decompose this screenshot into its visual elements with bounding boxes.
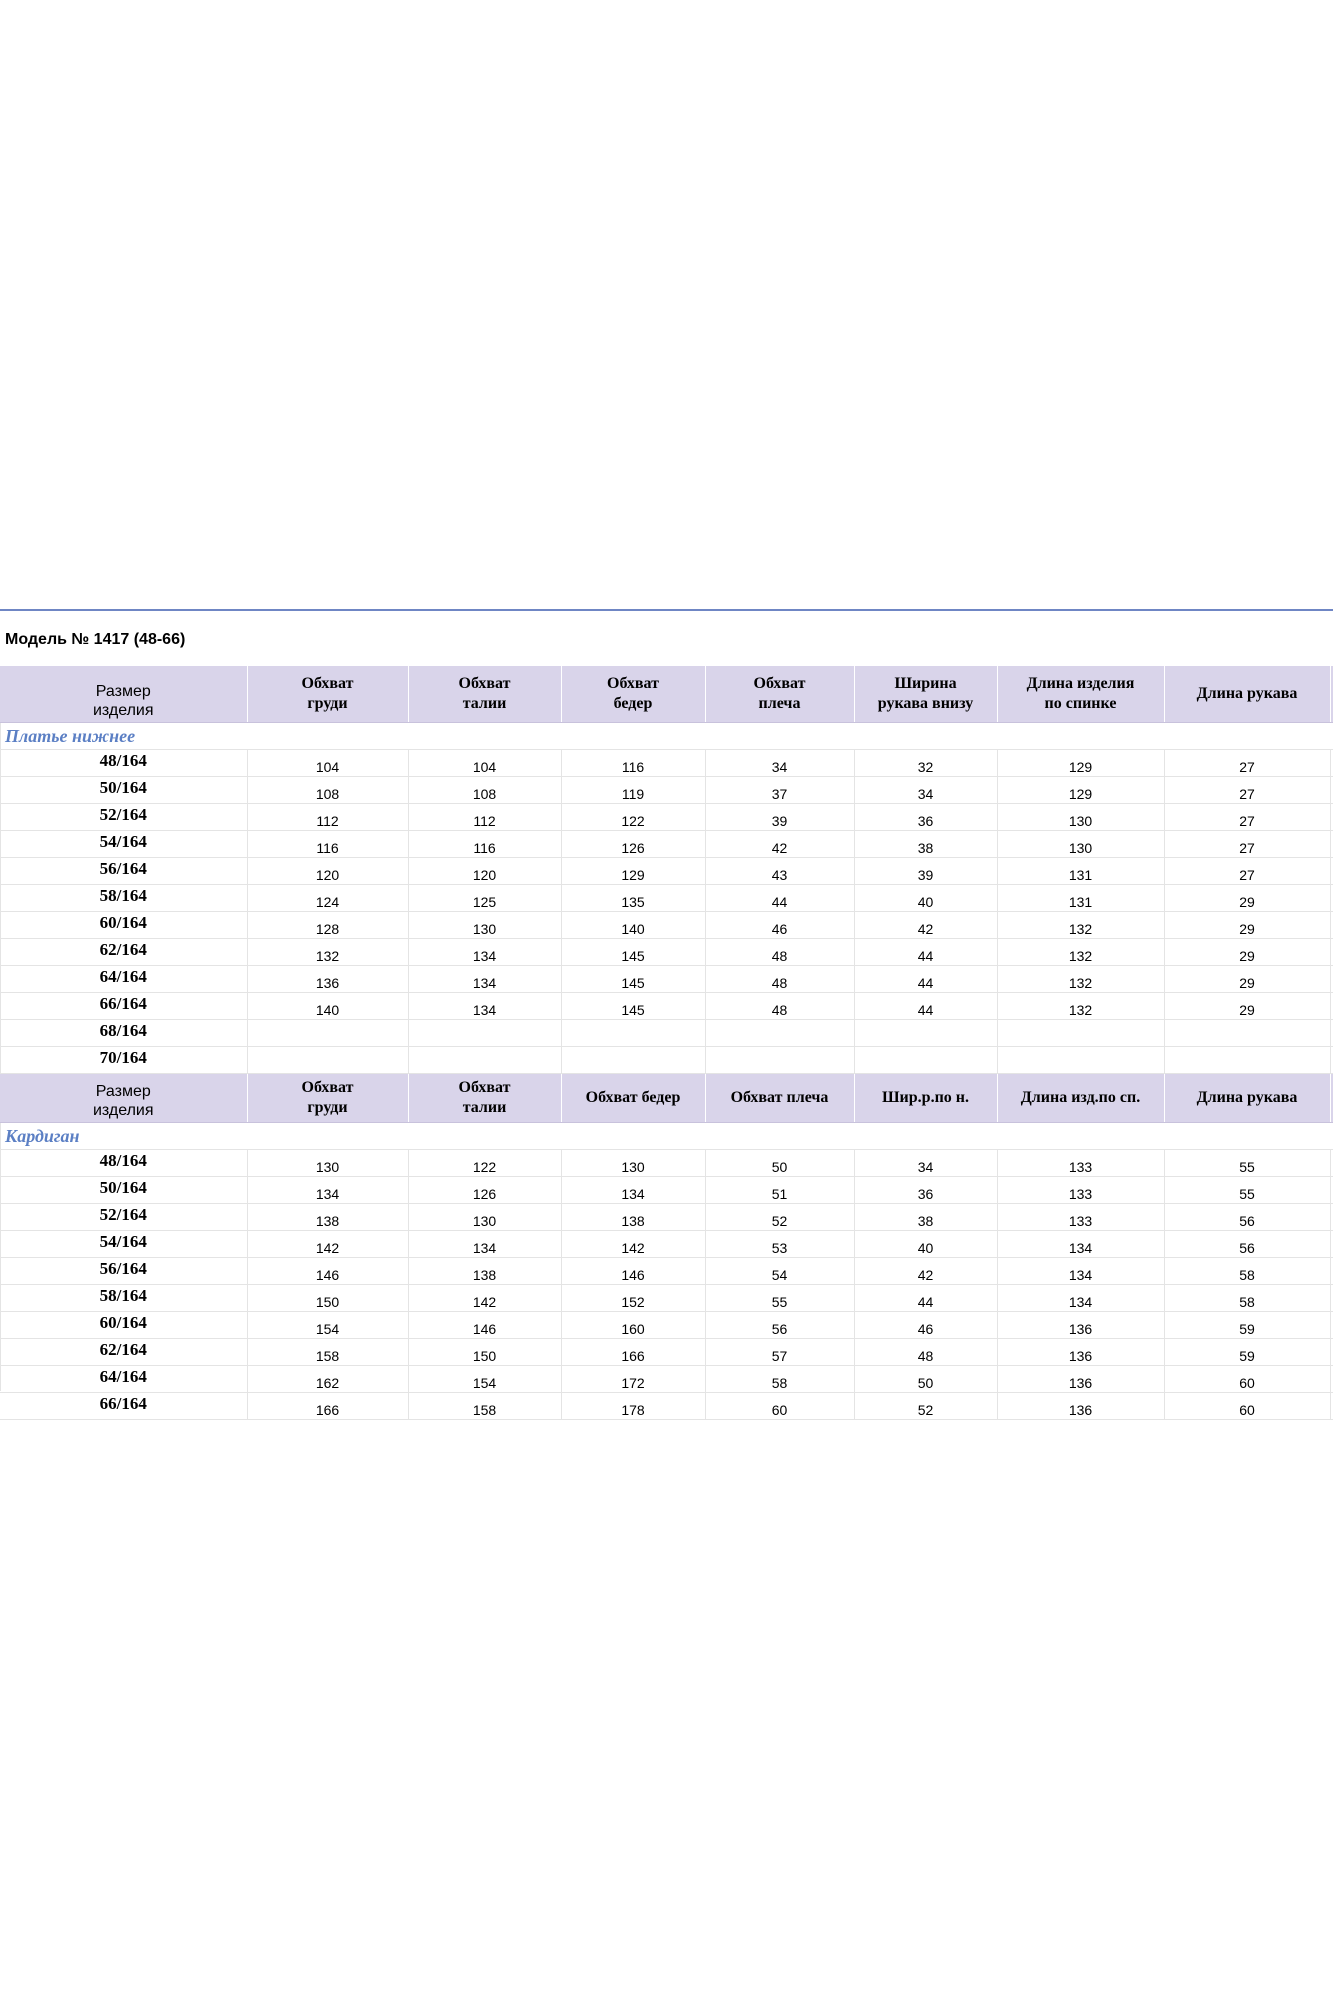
measure-cell: 56 — [705, 1312, 854, 1339]
header-text: Длина изделия — [1026, 675, 1135, 692]
measure-cell: 178 — [561, 1393, 705, 1420]
header-text: Длина рукава — [1196, 685, 1298, 702]
measure-cell: 48 — [705, 993, 854, 1020]
size-cell: 50/164 — [0, 777, 247, 804]
measure-cell: 55 — [705, 1285, 854, 1312]
measure-cell: 136 — [997, 1312, 1164, 1339]
measure-cell — [1164, 1020, 1330, 1047]
dress-table-row — [0, 750, 1333, 777]
measure-cell: 145 — [561, 993, 705, 1020]
measure-cell: 27 — [1164, 777, 1330, 804]
measure-cell: 29 — [1164, 966, 1330, 993]
dress-table-row — [0, 912, 1333, 939]
measure-cell: 154 — [247, 1312, 408, 1339]
measure-cell: 134 — [997, 1231, 1164, 1258]
measure-cell: 136 — [997, 1339, 1164, 1366]
header-text: Шир.р.по н. — [881, 1089, 970, 1106]
dress-table-row — [0, 777, 1333, 804]
cardigan-table-row — [0, 1177, 1333, 1204]
measure-cell: 34 — [854, 777, 997, 804]
header-text: Длина изд.по сп. — [1020, 1089, 1141, 1106]
dress-header-cell — [705, 666, 854, 723]
size-cell: 52/164 — [0, 804, 247, 831]
measure-cell: 51 — [705, 1177, 854, 1204]
header-text: талии — [462, 695, 507, 712]
dress-table-row — [0, 966, 1333, 993]
header-text: талии — [462, 1099, 507, 1116]
measure-cell: 36 — [854, 804, 997, 831]
measure-cell: 132 — [997, 912, 1164, 939]
measure-cell: 52 — [854, 1393, 997, 1420]
measure-cell — [247, 1047, 408, 1074]
header-text: Ширина — [894, 675, 957, 692]
measure-cell: 134 — [997, 1258, 1164, 1285]
cardigan-header-cell — [0, 1074, 247, 1123]
measure-cell: 130 — [408, 912, 561, 939]
measure-cell: 29 — [1164, 993, 1330, 1020]
measure-cell: 42 — [705, 831, 854, 858]
measure-cell: 34 — [705, 750, 854, 777]
measure-cell: 43 — [705, 858, 854, 885]
measure-cell: 172 — [561, 1366, 705, 1393]
cardigan-table-row — [0, 1285, 1333, 1312]
cardigan-header-cell — [1164, 1074, 1330, 1123]
cardigan-table-row — [0, 1366, 1333, 1393]
measure-cell: 42 — [854, 912, 997, 939]
measure-cell: 146 — [408, 1312, 561, 1339]
measure-cell: 40 — [854, 1231, 997, 1258]
measure-cell: 129 — [997, 777, 1164, 804]
header-text: бедер — [613, 695, 653, 712]
size-cell: 50/164 — [0, 1177, 247, 1204]
measure-cell — [997, 1047, 1164, 1074]
cardigan-table-row — [0, 1150, 1333, 1177]
measure-cell: 130 — [997, 831, 1164, 858]
measure-cell: 132 — [997, 939, 1164, 966]
header-text: груди — [307, 1099, 348, 1116]
measure-cell: 129 — [997, 750, 1164, 777]
header-text: Обхват — [458, 1079, 511, 1096]
measure-cell: 59 — [1164, 1312, 1330, 1339]
cardigan-header-cell — [561, 1074, 705, 1123]
measure-cell: 56 — [1164, 1231, 1330, 1258]
dress-table-row — [0, 885, 1333, 912]
size-cell: 70/164 — [0, 1047, 247, 1074]
measure-cell: 119 — [561, 777, 705, 804]
measure-cell: 29 — [1164, 912, 1330, 939]
measure-cell: 134 — [408, 966, 561, 993]
measure-cell: 44 — [854, 966, 997, 993]
measure-cell: 55 — [1164, 1150, 1330, 1177]
header-text: рукава внизу — [877, 695, 974, 712]
dress-header-cell — [247, 666, 408, 723]
dress-header-row — [0, 666, 1333, 723]
measure-cell: 54 — [705, 1258, 854, 1285]
measure-cell: 134 — [997, 1285, 1164, 1312]
measure-cell: 112 — [247, 804, 408, 831]
measure-cell: 40 — [854, 885, 997, 912]
header-text: по спинке — [1044, 695, 1117, 712]
size-cell: 64/164 — [0, 1366, 247, 1393]
measure-cell: 129 — [561, 858, 705, 885]
measure-cell: 42 — [854, 1258, 997, 1285]
measure-cell: 58 — [1164, 1285, 1330, 1312]
measure-cell: 44 — [854, 939, 997, 966]
measure-cell: 134 — [408, 939, 561, 966]
measure-cell: 44 — [705, 885, 854, 912]
size-cell: 52/164 — [0, 1204, 247, 1231]
header-text: Обхват — [607, 675, 659, 692]
measure-cell: 136 — [997, 1393, 1164, 1420]
measure-cell: 27 — [1164, 750, 1330, 777]
measure-cell: 37 — [705, 777, 854, 804]
measure-cell — [408, 1020, 561, 1047]
measure-cell: 136 — [997, 1366, 1164, 1393]
size-table — [0, 666, 1333, 1420]
measure-cell: 60 — [1164, 1366, 1330, 1393]
measure-cell: 158 — [247, 1339, 408, 1366]
measure-cell: 166 — [561, 1339, 705, 1366]
header-text: Размер — [95, 1083, 151, 1100]
measure-cell: 126 — [561, 831, 705, 858]
size-chart-sheet — [0, 609, 1333, 1418]
dress-header-cell — [1164, 666, 1330, 723]
measure-cell — [247, 1020, 408, 1047]
cardigan-table-row — [0, 1393, 1333, 1420]
measure-cell: 136 — [247, 966, 408, 993]
measure-cell: 135 — [561, 885, 705, 912]
measure-cell: 56 — [1164, 1204, 1330, 1231]
measure-cell — [854, 1047, 997, 1074]
dress-header-cell — [854, 666, 997, 723]
measure-cell: 130 — [408, 1204, 561, 1231]
header-text: груди — [307, 695, 348, 712]
measure-cell: 58 — [1164, 1258, 1330, 1285]
measure-cell: 53 — [705, 1231, 854, 1258]
measure-cell: 58 — [705, 1366, 854, 1393]
size-cell: 48/164 — [0, 750, 247, 777]
measure-cell: 125 — [408, 885, 561, 912]
measure-cell: 130 — [997, 804, 1164, 831]
measure-cell: 134 — [408, 1231, 561, 1258]
header-text: плеча — [758, 695, 801, 712]
cardigan-table-row — [0, 1231, 1333, 1258]
measure-cell: 116 — [247, 831, 408, 858]
measure-cell: 38 — [854, 1204, 997, 1231]
header-text: Длина рукава — [1196, 1089, 1298, 1106]
cardigan-header-cell — [705, 1074, 854, 1123]
header-text: Размер — [95, 683, 151, 700]
measure-cell: 146 — [247, 1258, 408, 1285]
measure-cell: 130 — [247, 1150, 408, 1177]
measure-cell: 48 — [705, 939, 854, 966]
measure-cell: 108 — [408, 777, 561, 804]
measure-cell: 36 — [854, 1177, 997, 1204]
measure-cell: 59 — [1164, 1339, 1330, 1366]
cardigan-header-cell — [408, 1074, 561, 1123]
measure-cell: 34 — [854, 1150, 997, 1177]
measure-cell: 27 — [1164, 804, 1330, 831]
measure-cell: 158 — [408, 1393, 561, 1420]
measure-cell: 132 — [997, 993, 1164, 1020]
measure-cell: 138 — [408, 1258, 561, 1285]
measure-cell: 154 — [408, 1366, 561, 1393]
measure-cell: 122 — [408, 1150, 561, 1177]
size-table-body — [0, 666, 1333, 1420]
header-text: изделия — [92, 702, 154, 719]
measure-cell: 145 — [561, 966, 705, 993]
size-cell: 62/164 — [0, 1339, 247, 1366]
measure-cell: 32 — [854, 750, 997, 777]
measure-cell: 138 — [561, 1204, 705, 1231]
measure-cell — [705, 1020, 854, 1047]
measure-cell: 50 — [854, 1366, 997, 1393]
measure-cell: 46 — [705, 912, 854, 939]
dress-table-row — [0, 1047, 1333, 1074]
cardigan-table-row — [0, 1312, 1333, 1339]
measure-cell: 108 — [247, 777, 408, 804]
size-cell: 60/164 — [0, 912, 247, 939]
dress-table-row — [0, 831, 1333, 858]
measure-cell: 46 — [854, 1312, 997, 1339]
measure-cell: 48 — [705, 966, 854, 993]
dress-header-cell — [0, 666, 247, 723]
dress-header-cell — [997, 666, 1164, 723]
cardigan-table-row — [0, 1204, 1333, 1231]
cardigan-section-title: Кардиган — [0, 1123, 1333, 1150]
size-cell: 56/164 — [0, 858, 247, 885]
measure-cell: 162 — [247, 1366, 408, 1393]
measure-cell: 134 — [561, 1177, 705, 1204]
measure-cell: 60 — [705, 1393, 854, 1420]
measure-cell: 133 — [997, 1177, 1164, 1204]
measure-cell: 133 — [997, 1204, 1164, 1231]
size-cell: 64/164 — [0, 966, 247, 993]
measure-cell: 27 — [1164, 858, 1330, 885]
cardigan-table-row — [0, 1258, 1333, 1285]
measure-cell: 142 — [408, 1285, 561, 1312]
measure-cell — [561, 1047, 705, 1074]
measure-cell — [408, 1047, 561, 1074]
measure-cell: 29 — [1164, 939, 1330, 966]
measure-cell: 140 — [561, 912, 705, 939]
measure-cell: 39 — [854, 858, 997, 885]
measure-cell: 104 — [408, 750, 561, 777]
measure-cell — [705, 1047, 854, 1074]
header-text: Обхват бедер — [585, 1089, 681, 1106]
size-cell: 66/164 — [0, 1393, 247, 1420]
size-cell: 54/164 — [0, 1231, 247, 1258]
measure-cell: 150 — [408, 1339, 561, 1366]
cardigan-header-cell — [997, 1074, 1164, 1123]
size-cell: 60/164 — [0, 1312, 247, 1339]
measure-cell: 116 — [408, 831, 561, 858]
measure-cell: 138 — [247, 1204, 408, 1231]
cardigan-header-row — [0, 1074, 1333, 1123]
measure-cell: 44 — [854, 1285, 997, 1312]
measure-cell: 132 — [247, 939, 408, 966]
measure-cell: 134 — [247, 1177, 408, 1204]
measure-cell: 160 — [561, 1312, 705, 1339]
header-text: изделия — [92, 1102, 154, 1119]
header-text: Обхват — [301, 675, 354, 692]
size-cell: 66/164 — [0, 993, 247, 1020]
dress-header-cell — [561, 666, 705, 723]
header-text: Обхват плеча — [730, 1089, 829, 1106]
measure-cell: 128 — [247, 912, 408, 939]
measure-cell: 29 — [1164, 885, 1330, 912]
measure-cell: 60 — [1164, 1393, 1330, 1420]
measure-cell: 39 — [705, 804, 854, 831]
measure-cell: 27 — [1164, 831, 1330, 858]
size-cell: 58/164 — [0, 1285, 247, 1312]
measure-cell: 146 — [561, 1258, 705, 1285]
measure-cell: 152 — [561, 1285, 705, 1312]
measure-cell — [561, 1020, 705, 1047]
size-cell: 58/164 — [0, 885, 247, 912]
header-text: Обхват — [753, 675, 806, 692]
measure-cell: 142 — [561, 1231, 705, 1258]
measure-cell: 52 — [705, 1204, 854, 1231]
cardigan-table-row — [0, 1339, 1333, 1366]
dress-table-row — [0, 804, 1333, 831]
measure-cell — [1164, 1047, 1330, 1074]
measure-cell — [854, 1020, 997, 1047]
measure-cell: 145 — [561, 939, 705, 966]
measure-cell: 38 — [854, 831, 997, 858]
measure-cell: 133 — [997, 1150, 1164, 1177]
dress-table-row — [0, 858, 1333, 885]
cardigan-section-row — [0, 1123, 1333, 1150]
dress-section-row — [0, 723, 1333, 750]
size-cell: 54/164 — [0, 831, 247, 858]
measure-cell: 44 — [854, 993, 997, 1020]
measure-cell: 126 — [408, 1177, 561, 1204]
measure-cell: 104 — [247, 750, 408, 777]
measure-cell: 122 — [561, 804, 705, 831]
dress-section-title: Платье нижнее — [0, 723, 1333, 750]
size-cell: 48/164 — [0, 1150, 247, 1177]
measure-cell — [997, 1020, 1164, 1047]
header-text: Обхват — [458, 675, 511, 692]
header-text: Обхват — [301, 1079, 354, 1096]
measure-cell: 134 — [408, 993, 561, 1020]
measure-cell: 142 — [247, 1231, 408, 1258]
model-title: Модель № 1417 (48-66) — [5, 631, 186, 648]
measure-cell: 150 — [247, 1285, 408, 1312]
measure-cell: 166 — [247, 1393, 408, 1420]
dress-table-row — [0, 993, 1333, 1020]
measure-cell: 55 — [1164, 1177, 1330, 1204]
dress-table-row — [0, 1020, 1333, 1047]
cardigan-header-cell — [247, 1074, 408, 1123]
size-cell: 68/164 — [0, 1020, 247, 1047]
measure-cell: 120 — [408, 858, 561, 885]
cardigan-header-cell — [854, 1074, 997, 1123]
measure-cell: 140 — [247, 993, 408, 1020]
measure-cell: 131 — [997, 858, 1164, 885]
dress-table-row — [0, 939, 1333, 966]
measure-cell: 120 — [247, 858, 408, 885]
dress-header-cell — [408, 666, 561, 723]
measure-cell: 48 — [854, 1339, 997, 1366]
measure-cell: 116 — [561, 750, 705, 777]
measure-cell: 112 — [408, 804, 561, 831]
measure-cell: 124 — [247, 885, 408, 912]
measure-cell: 131 — [997, 885, 1164, 912]
measure-cell: 132 — [997, 966, 1164, 993]
size-cell: 56/164 — [0, 1258, 247, 1285]
measure-cell: 130 — [561, 1150, 705, 1177]
measure-cell: 50 — [705, 1150, 854, 1177]
measure-cell: 57 — [705, 1339, 854, 1366]
size-cell: 62/164 — [0, 939, 247, 966]
